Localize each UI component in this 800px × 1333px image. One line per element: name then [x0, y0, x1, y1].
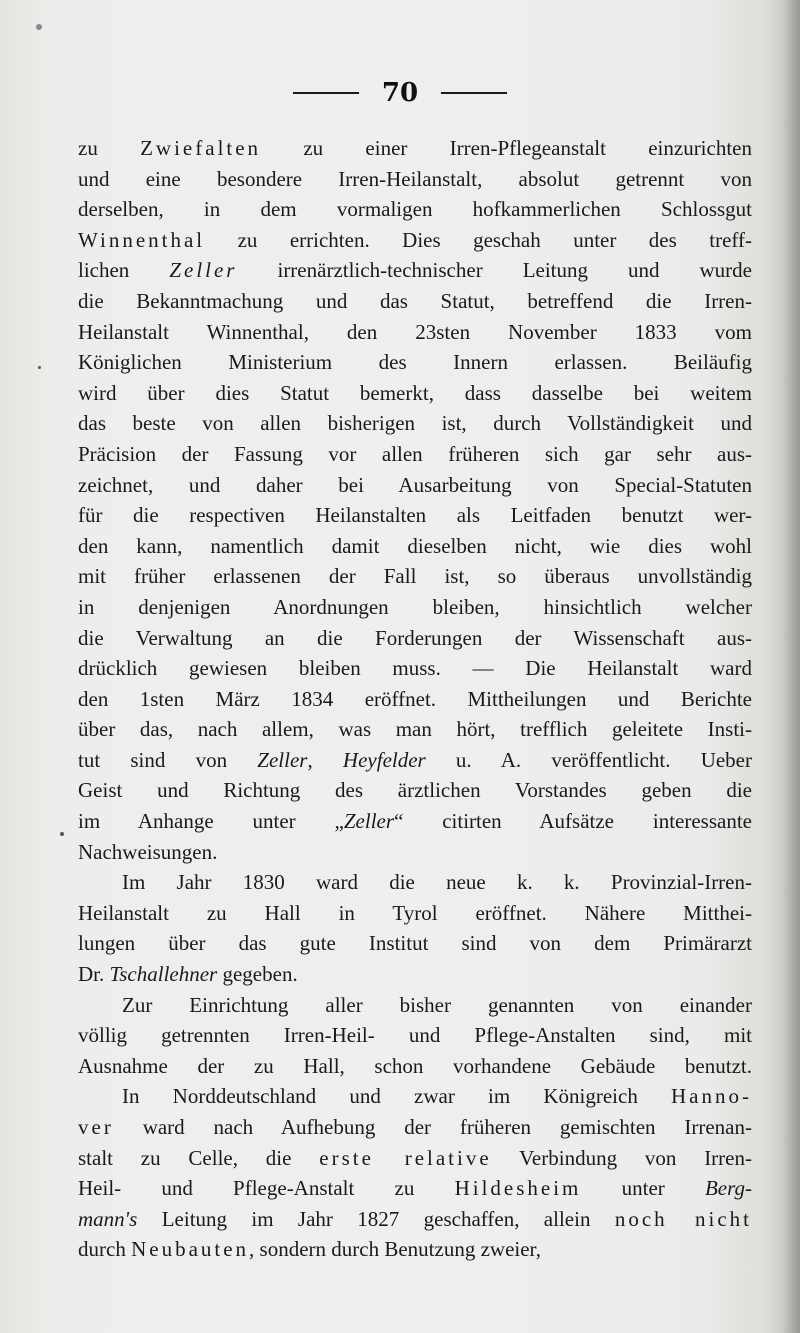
text-line	[78, 1204, 752, 1235]
text-segment: zeichnet, und daher bei Ausarbeitung von Special-Statuten	[78, 472, 752, 497]
page-header	[0, 78, 800, 118]
text-segment: das beste von allen bisherigen ist, durch Vollständigkeit und	[78, 411, 752, 436]
text-segment: die Bekanntmachung und das Statut, betreffend die Irren-	[78, 288, 752, 313]
text-line	[78, 286, 752, 317]
text-segment: ward nach Aufhebung der früheren gemischten Irrenan-	[113, 1115, 752, 1139]
text-segment: Dr.	[78, 962, 110, 987]
paper-speck	[60, 832, 64, 836]
text-line	[78, 378, 752, 409]
text-line	[78, 898, 752, 929]
text-segment: mit früher erlassenen der Fall ist, so überaus unvollständig	[78, 564, 752, 589]
text-segment: Geist und Richtung des ärztlichen Vorstandes geben die	[78, 778, 752, 803]
text-segment: irrenärztlich-technischer Leitung und wurde	[237, 258, 752, 283]
text-line	[78, 1234, 752, 1265]
text-segment: den 1sten März 1834 eröffnet. Mittheilungen und Berichte	[78, 686, 752, 711]
text-line	[78, 959, 752, 990]
text-line	[78, 684, 752, 715]
paper-speck	[38, 366, 41, 369]
text-segment: u. A. veröffentlicht. Ueber	[425, 747, 752, 772]
text-line	[78, 133, 752, 164]
text-line	[78, 194, 752, 225]
text-segment: für die respectiven Heilanstalten als Leitfaden benutzt wer-	[78, 503, 752, 528]
page-number: 70	[381, 78, 419, 108]
text-line	[78, 928, 752, 959]
text-line	[78, 500, 752, 531]
text-segment: , sondern durch Benutzung zweier,	[249, 1237, 541, 1262]
text-segment: ver	[78, 1115, 114, 1139]
text-line	[78, 1112, 752, 1143]
text-line	[78, 317, 752, 348]
text-segment: Nachweisungen.	[78, 839, 218, 864]
text-segment: Zeller	[343, 809, 395, 834]
text-line	[78, 439, 752, 470]
gutter-shadow	[782, 0, 800, 1333]
text-segment: Im Jahr 1830 ward die neue k. k. Provinzial-Irren-	[122, 870, 752, 895]
text-segment: Tschallehner	[109, 962, 218, 987]
text-line	[78, 1051, 752, 1082]
text-line	[78, 623, 752, 654]
text-line	[78, 806, 752, 837]
text-segment: zu	[78, 136, 141, 160]
text-line	[78, 561, 752, 592]
header-rule-right	[441, 92, 507, 94]
text-line	[78, 1143, 752, 1174]
text-segment: Berg-	[704, 1176, 752, 1201]
text-line	[78, 714, 752, 745]
body-text	[78, 133, 752, 1265]
text-segment: Heilanstalt Winnenthal, den 23sten November 1833 vom	[78, 319, 752, 344]
text-segment: mann's	[78, 1206, 138, 1231]
text-line	[78, 531, 752, 562]
text-line	[78, 225, 752, 256]
text-segment: “ citirten Aufsätze interessante	[394, 809, 752, 834]
text-segment: über das, nach allem, was man hört, trefflich geleitete Insti-	[78, 717, 752, 742]
text-segment: zu einer Irren-Pflegeanstalt einzurichten	[261, 136, 752, 160]
text-segment: unter	[581, 1176, 705, 1201]
text-segment: Heilanstalt zu Hall in Tyrol eröffnet. Nähere Mitthei-	[78, 900, 752, 925]
text-line	[78, 837, 752, 868]
text-segment: drücklich gewiesen bleiben muss. — Die Heilanstalt ward	[78, 656, 752, 681]
text-segment: Königlichen Ministerium des Innern erlassen. Beiläufig	[78, 350, 752, 375]
text-segment: ,	[307, 747, 343, 772]
text-line	[78, 408, 752, 439]
text-segment: lungen über das gute Institut sind von dem Primärarzt	[78, 931, 752, 956]
text-segment: Zur Einrichtung aller bisher genannten von einander	[122, 992, 752, 1017]
text-segment: Heyfelder	[342, 747, 426, 772]
text-segment: durch	[78, 1237, 132, 1262]
text-line	[78, 255, 752, 286]
text-segment: im Anhange unter „	[78, 809, 344, 834]
text-line	[78, 1081, 752, 1112]
text-segment: gegeben.	[217, 962, 298, 987]
text-segment: In Norddeutschland und zwar im Königreich	[122, 1084, 672, 1109]
text-segment: stalt zu Celle, die	[78, 1145, 320, 1170]
text-segment: völlig getrennten Irren-Heil- und Pflege-Anstalten sind, mit	[78, 1023, 752, 1048]
header-rule-left	[293, 92, 359, 94]
text-line	[78, 775, 752, 806]
text-segment: derselben, in dem vormaligen hofkammerlichen Schlossgut	[78, 197, 752, 222]
text-line	[78, 592, 752, 623]
text-segment: zu errichten. Dies geschah unter des treff-	[205, 227, 752, 252]
text-segment: Neubauten	[131, 1237, 250, 1262]
text-segment: Verbindung von Irren-	[491, 1145, 752, 1170]
text-segment: Winnenthal	[78, 227, 206, 252]
text-segment: wird über dies Statut bemerkt, dass dasselbe bei weitem	[78, 380, 752, 405]
text-segment: Ausnahme der zu Hall, schon vorhandene Gebäude benutzt.	[78, 1053, 752, 1078]
text-line	[78, 1020, 752, 1051]
text-segment: Hanno-	[671, 1084, 752, 1109]
text-segment: tut sind von	[78, 747, 258, 772]
text-line	[78, 470, 752, 501]
text-segment: Hildesheim	[454, 1176, 582, 1201]
text-line	[78, 347, 752, 378]
text-segment: lichen	[78, 258, 170, 283]
text-segment: erste relative	[319, 1145, 492, 1170]
text-segment: Zwiefalten	[140, 136, 262, 160]
text-segment: Heil- und Pflege-Anstalt zu	[78, 1176, 455, 1201]
text-segment: und eine besondere Irren-Heilanstalt, absolut getrennt von	[78, 166, 752, 191]
text-segment: Leitung im Jahr 1827 geschaffen, allein	[137, 1206, 615, 1231]
text-line	[78, 990, 752, 1021]
text-segment: in denjenigen Anordnungen bleiben, hinsichtlich welcher	[78, 594, 752, 619]
text-line	[78, 1173, 752, 1204]
text-segment: den kann, namentlich damit dieselben nicht, wie dies wohl	[78, 533, 752, 558]
text-segment: Präcision der Fassung vor allen früheren sich gar sehr aus-	[78, 441, 752, 466]
paper-speck	[36, 24, 42, 30]
text-segment: Zeller	[169, 258, 238, 283]
text-line	[78, 164, 752, 195]
text-line	[78, 867, 752, 898]
text-line	[78, 745, 752, 776]
text-line	[78, 653, 752, 684]
text-segment: Zeller	[257, 747, 308, 772]
text-segment: die Verwaltung an die Forderungen der Wissenschaft aus-	[78, 625, 752, 650]
text-segment: noch nicht	[614, 1206, 752, 1231]
